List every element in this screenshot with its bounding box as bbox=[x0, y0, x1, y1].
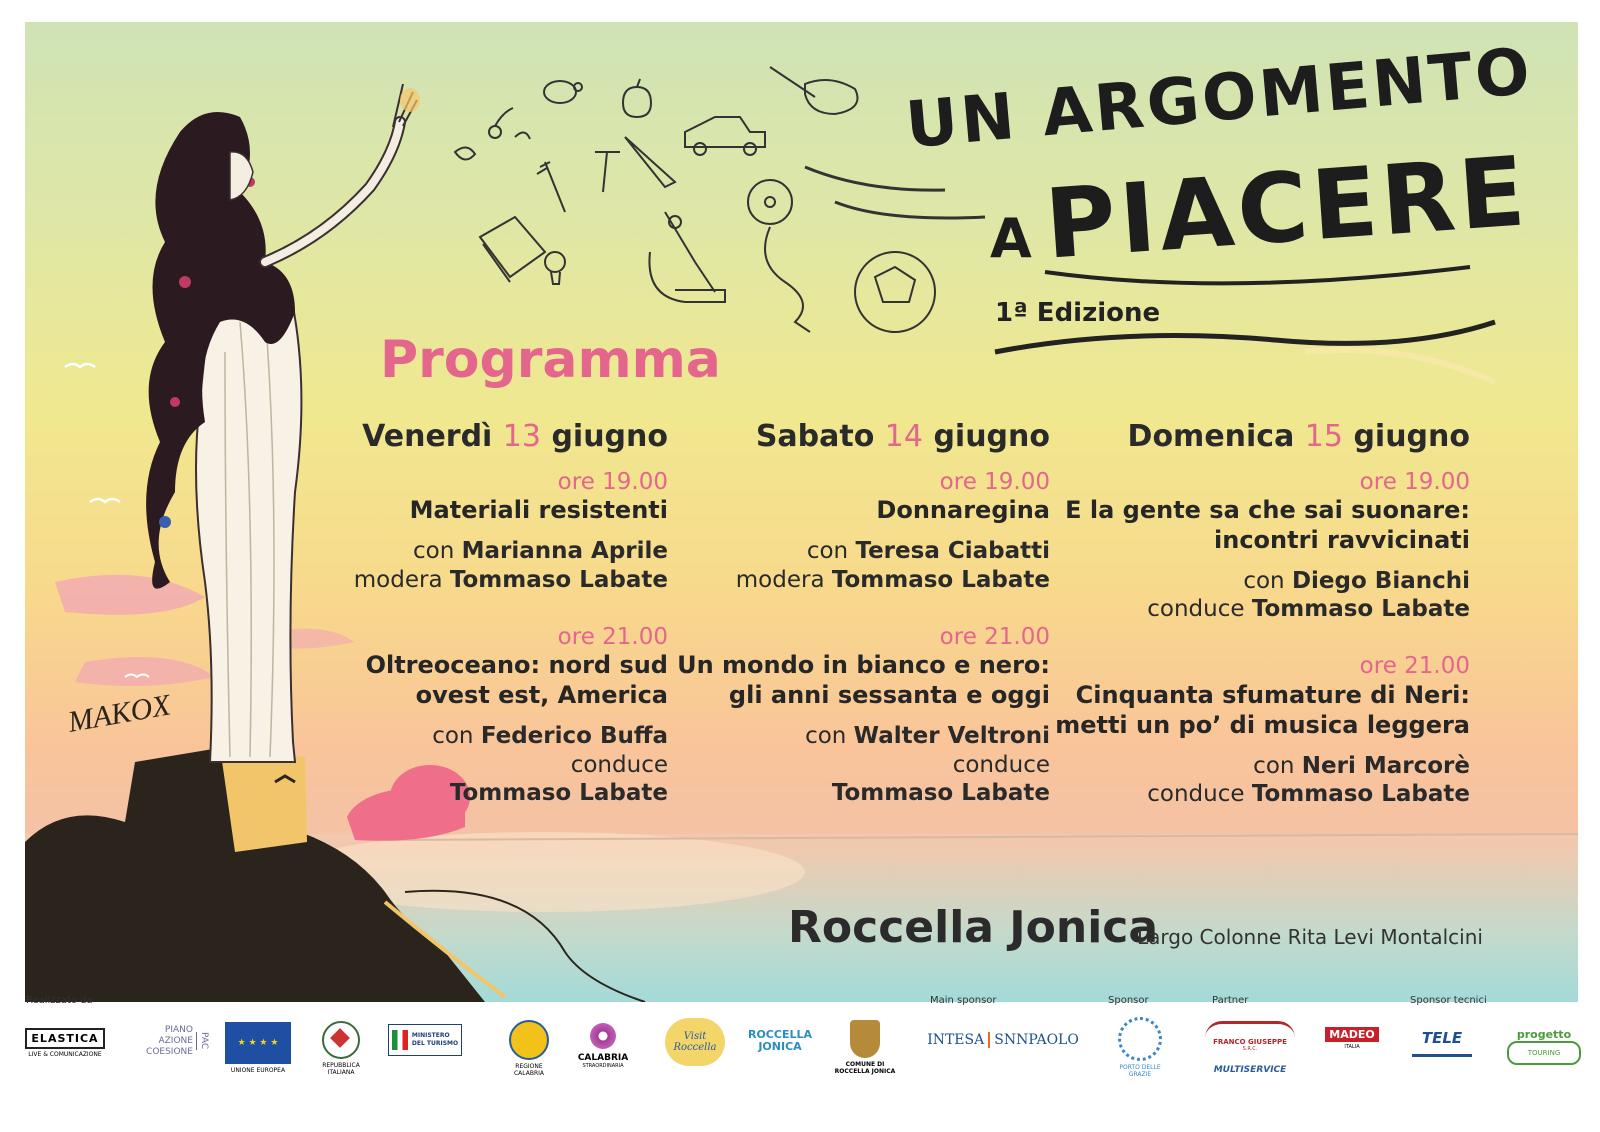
apple-icon bbox=[623, 79, 651, 117]
realizzato-label: Realizzato da bbox=[26, 995, 93, 1006]
ue-logo: ★ ★ ★ ★ UNIONE EUROPEA bbox=[225, 1018, 291, 1078]
porto-logo: PORTO DELLE GRAZIE bbox=[1108, 1016, 1172, 1078]
partner-label: Partner bbox=[1212, 995, 1249, 1006]
car-icon bbox=[685, 117, 765, 155]
turtle-icon bbox=[544, 81, 582, 103]
event-time: ore 19.00 bbox=[1359, 469, 1470, 495]
title-a: A bbox=[990, 207, 1032, 270]
roccella-jonica-logo: ROCCELLA JONICA bbox=[747, 1028, 812, 1053]
eu-flag-icon: ★ ★ ★ ★ bbox=[225, 1022, 291, 1064]
event-title: incontri ravvicinati bbox=[1214, 526, 1470, 554]
event-time: ore 21.00 bbox=[1359, 653, 1470, 679]
repubblica-logo: REPUBBLICA ITALIANA bbox=[316, 1016, 366, 1080]
day-heading-2: Sabato 14 giugno bbox=[755, 419, 1050, 454]
italian-flag-icon bbox=[392, 1030, 408, 1050]
soccer-ball-icon bbox=[855, 252, 935, 332]
coat-of-arms-icon bbox=[850, 1020, 880, 1058]
event-host: modera Tommaso Labate bbox=[735, 567, 1050, 593]
event-title: metti un po’ di musica leggera bbox=[1055, 711, 1470, 739]
pac-logo: PIANO AZIONE COESIONE PAC bbox=[146, 1024, 209, 1057]
event-host: Tommaso Labate bbox=[831, 780, 1050, 806]
location-address: Largo Colonne Rita Levi Montalcini bbox=[1137, 925, 1483, 949]
sponsor-label: Sponsor bbox=[1108, 995, 1149, 1006]
multiservice-logo: MULTISERVICE bbox=[1213, 1065, 1287, 1075]
statue-dress bbox=[196, 278, 301, 762]
event-title: Oltreoceano: nord sud bbox=[365, 651, 668, 679]
franco-giuseppe-logo: FRANCO GIUSEPPE S.R.C. bbox=[1200, 1018, 1300, 1054]
event-host: conduce Tommaso Labate bbox=[1147, 596, 1470, 622]
event-guest: con Marianna Aprile bbox=[412, 538, 668, 564]
day-heading-3: Domenica 15 giugno bbox=[1127, 419, 1470, 454]
progetto-touring-logo: progetto TOURING bbox=[1505, 1016, 1583, 1076]
event-title: Cinquanta sfumature di Neri: bbox=[1075, 681, 1470, 709]
day-heading-1: Venerdì 13 giugno bbox=[362, 419, 668, 454]
event-guest: con Neri Marcorè bbox=[1253, 753, 1470, 779]
intesa-sanpaolo-logo: INTESA SNNPAOLO bbox=[927, 1032, 1079, 1048]
main-sponsor-label: Main sponsor bbox=[930, 995, 997, 1006]
event-role: conduce bbox=[570, 752, 668, 778]
event-title: E la gente sa che sai suonare: bbox=[1065, 496, 1470, 524]
event-title: Donnaregina bbox=[876, 496, 1050, 524]
regione-emblem-icon bbox=[509, 1020, 549, 1060]
event-guest: con Diego Bianchi bbox=[1243, 568, 1470, 594]
event-role: conduce bbox=[952, 752, 1050, 778]
event-guest: con Teresa Ciabatti bbox=[806, 538, 1050, 564]
comune-logo: COMUNE DI ROCCELLA JONICA bbox=[830, 1010, 900, 1084]
madeo-logo: MADEO ITALIA bbox=[1325, 1022, 1379, 1054]
programma-heading: Programma bbox=[380, 330, 721, 390]
knife-icon bbox=[625, 137, 675, 187]
regione-logo: REGIONE CALABRIA bbox=[505, 1016, 553, 1080]
title-line2: PIACERE bbox=[1041, 135, 1533, 281]
event-host: conduce Tommaso Labate bbox=[1147, 781, 1470, 807]
event-time: ore 19.00 bbox=[939, 469, 1050, 495]
saucepan-icon bbox=[770, 67, 858, 114]
tele-logo: TELE bbox=[1412, 1022, 1472, 1057]
cherry-icon bbox=[489, 108, 530, 139]
event-title: Un mondo in bianco e nero: bbox=[677, 651, 1050, 679]
visit-roccella-logo: Visit Roccella bbox=[665, 1018, 725, 1066]
elastica-logo: ELASTICA LIVE & COMUNICAZIONE bbox=[26, 1020, 104, 1065]
tech-sponsor-label: Sponsor tecnici bbox=[1410, 995, 1487, 1006]
poster bbox=[25, 22, 1578, 1002]
flower-icon bbox=[588, 1021, 618, 1051]
leaf-icon bbox=[455, 147, 475, 159]
microscope-icon bbox=[649, 212, 725, 302]
event-guest: con Federico Buffa bbox=[432, 723, 668, 749]
event-host: modera Tommaso Labate bbox=[353, 567, 668, 593]
book-icon bbox=[480, 217, 545, 282]
event-time: ore 19.00 bbox=[557, 469, 668, 495]
artist-signature: MAKOX bbox=[65, 688, 173, 739]
ministero-logo: MINISTERO DEL TURISMO bbox=[388, 1024, 462, 1056]
statue-arm bbox=[265, 122, 400, 262]
event-time: ore 21.00 bbox=[557, 624, 668, 650]
event-time: ore 21.00 bbox=[939, 624, 1050, 650]
event-title: ovest est, America bbox=[415, 681, 668, 709]
emblem-icon bbox=[322, 1021, 360, 1059]
event-guest: con Walter Veltroni bbox=[805, 723, 1050, 749]
event-title: gli anni sessanta e oggi bbox=[728, 681, 1050, 709]
fork-icon bbox=[537, 162, 565, 212]
event-title: Materiali resistenti bbox=[409, 496, 668, 524]
edition-label: 1ª Edizione bbox=[995, 298, 1161, 328]
porto-icon bbox=[1118, 1017, 1162, 1061]
event-host: Tommaso Labate bbox=[449, 780, 668, 806]
calabria-logo: CALABRIA STRAORDINARIA bbox=[568, 1015, 638, 1075]
film-reel-icon bbox=[748, 180, 810, 332]
lightbulb-icon bbox=[545, 252, 565, 284]
pin-icon bbox=[595, 152, 620, 192]
title-line1: UN ARGOMENTO bbox=[902, 34, 1536, 164]
location-city: Roccella Jonica bbox=[788, 902, 1159, 953]
